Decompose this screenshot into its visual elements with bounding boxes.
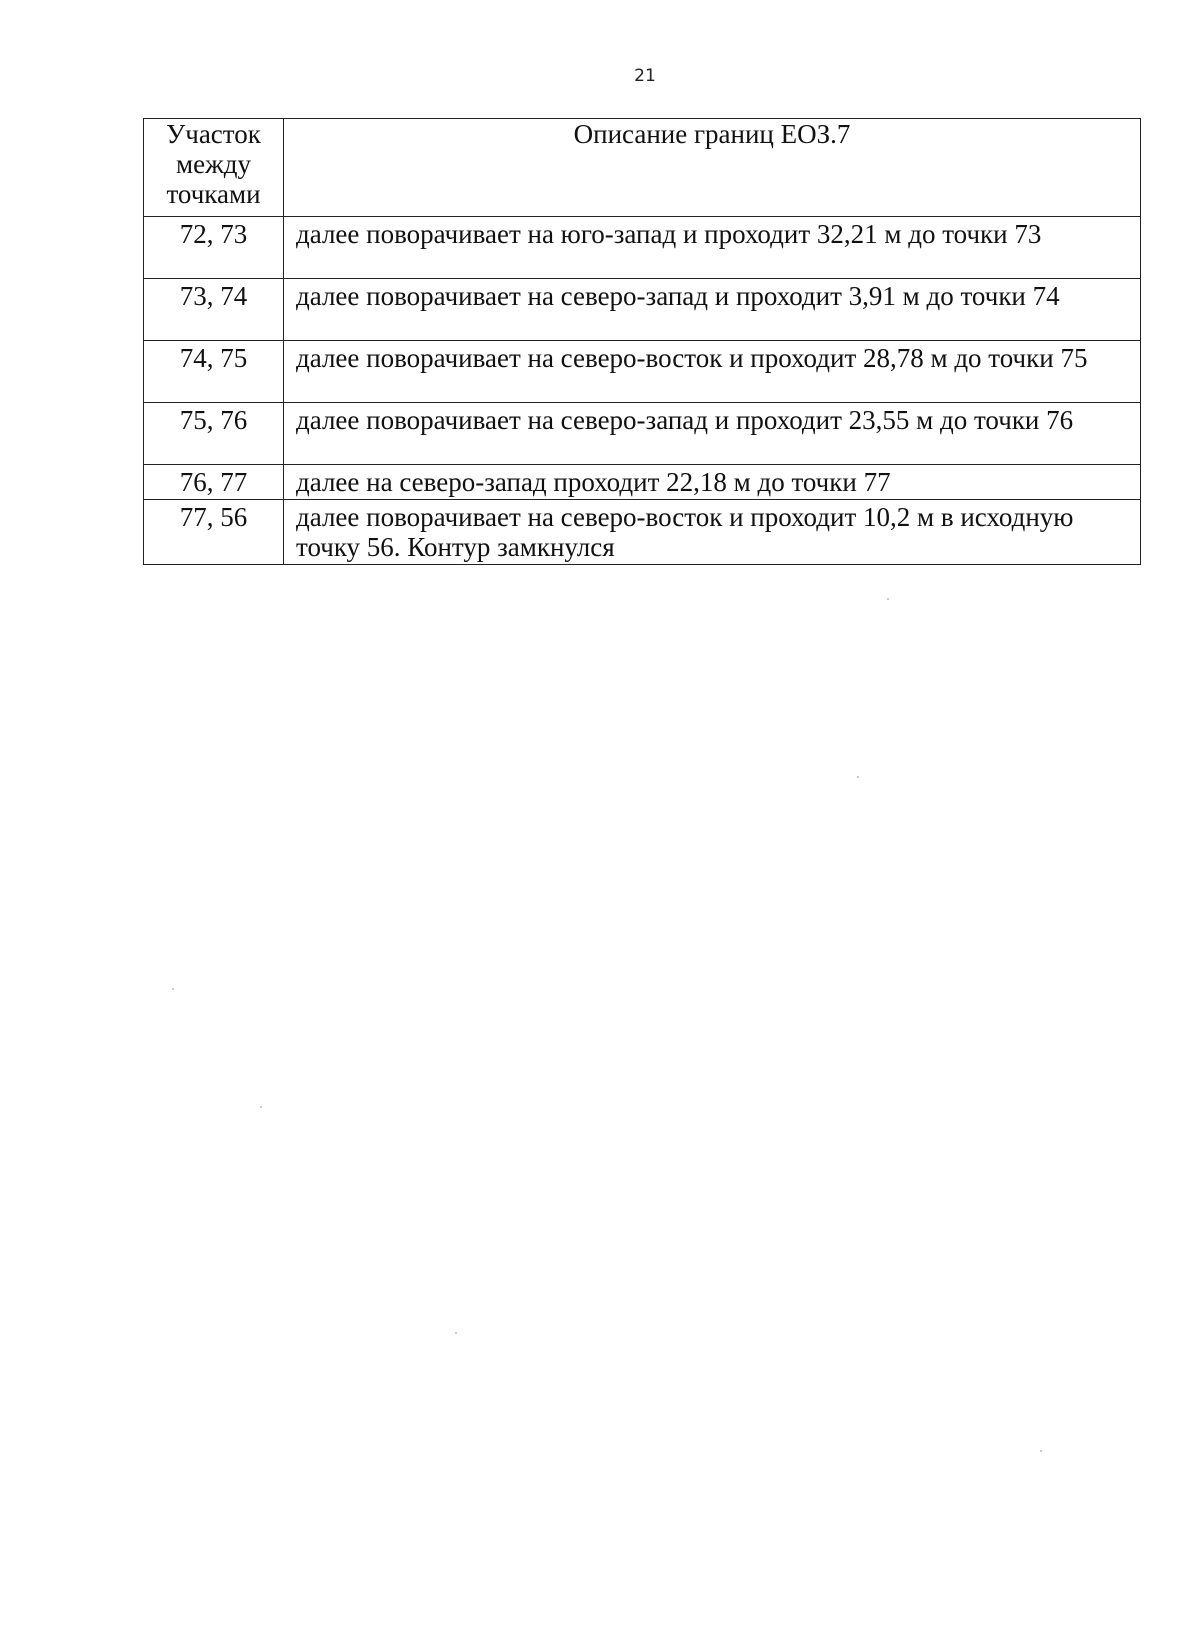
table-row	[144, 279, 1141, 341]
cell-description: далее поворачивает на юго-запад и проходит 32,21 м до точки 73	[284, 217, 1141, 279]
boundary-table	[143, 118, 1141, 565]
cell-description: далее поворачивает на северо-запад и проходит 3,91 м до точки 74	[284, 279, 1141, 341]
scan-speck	[1040, 1450, 1042, 1452]
scan-speck	[887, 598, 889, 600]
table-row	[144, 403, 1141, 465]
cell-points: 77, 56	[144, 500, 284, 565]
table-row	[144, 500, 1141, 565]
cell-points: 73, 74	[144, 279, 284, 341]
cell-points: 76, 77	[144, 465, 284, 500]
cell-points: 72, 73	[144, 217, 284, 279]
table-row	[144, 341, 1141, 403]
cell-description: далее поворачивает на северо-восток и проходит 28,78 м до точки 75	[284, 341, 1141, 403]
table-row	[144, 217, 1141, 279]
cell-description: далее на северо-запад проходит 22,18 м до точки 77	[284, 465, 1141, 500]
cell-description: далее поворачивает на северо-запад и проходит 23,55 м до точки 76	[284, 403, 1141, 465]
scan-speck	[857, 776, 859, 778]
cell-points: 75, 76	[144, 403, 284, 465]
cell-description: далее поворачивает на северо-восток и проходит 10,2 м в исходную точку 56. Контур замкнулся	[284, 500, 1141, 565]
table-header-row	[144, 119, 1141, 217]
table-row	[144, 465, 1141, 500]
header-description: Описание границ ЕОЗ.7	[284, 119, 1141, 217]
cell-points: 74, 75	[144, 341, 284, 403]
scan-speck	[172, 988, 174, 990]
header-points: Участок между точками	[144, 119, 284, 217]
scan-speck	[455, 1332, 457, 1334]
scan-speck	[260, 1106, 262, 1108]
page-number: 21	[634, 66, 656, 86]
